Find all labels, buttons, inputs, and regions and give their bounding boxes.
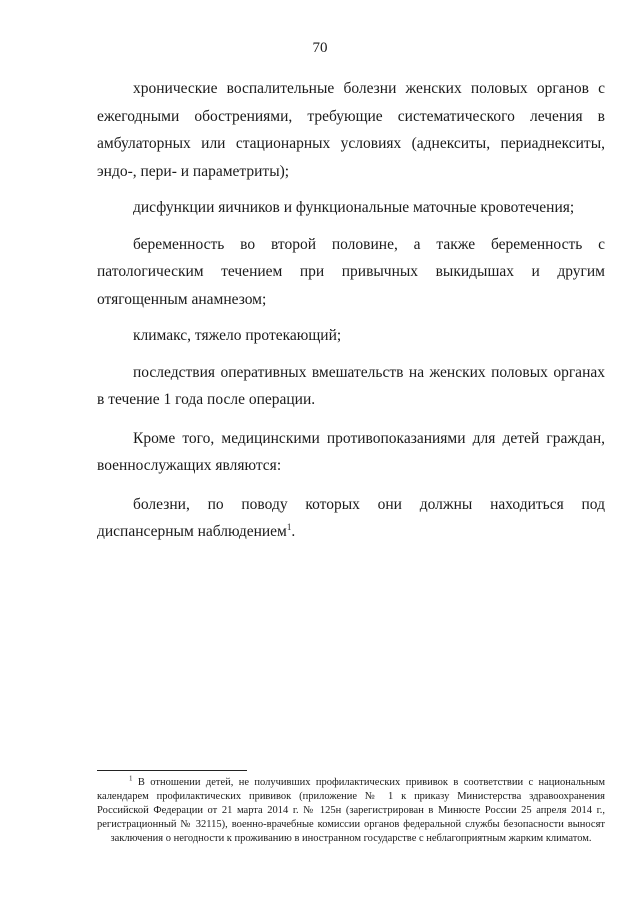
- paragraph-ovarian-dysfunction: дисфункции яичников и функциональные маточные кровотечения;: [133, 199, 575, 216]
- paragraph-end-punctuation: .: [291, 523, 296, 540]
- paragraph-dispensary-text: болезни, по поводу которых они должны находиться под диспансерным наблюдением: [97, 495, 605, 540]
- paragraph-surgery-consequences: последствия оперативных вмешательств на женских половых органах в течение 1 года после операции.: [97, 363, 605, 408]
- footnote-reference[interactable]: 1: [286, 521, 292, 532]
- paragraph-contraindications-children: Кроме того, медицинскими противопоказаниями для детей граждан, военнослужащих являются:: [97, 429, 605, 474]
- body-text: [97, 75, 605, 555]
- page-number: 70: [312, 40, 328, 56]
- paragraph-climax: климакс, тяжело протекающий;: [133, 327, 342, 344]
- footnote-text: В отношении детей, не получивших профилактических прививок в соответствии с национальным календарем профилактических прививок (приложение № 1 к приказу Министерства здравоохранения Российской Федерации от 21 марта 2014 г. № 125н (зарегистрирован в Минюсте России 25 апреля 2014 г., регистрационный № 32115), военно-врачебные комиссии органов федеральной службы безопасности выносят заключения о негодности к проживанию в иностранном государстве с неблагоприятным жарким климатом.: [97, 777, 606, 844]
- footnote: [97, 776, 605, 846]
- footnote-separator: [97, 770, 247, 771]
- paragraph-dispensary-observation: [97, 491, 605, 546]
- paragraph-gynecologic-diseases: хронические воспалительные болезни женских половых органов с ежегодными обострениями, требующие систематического лечения в амбулаторных или стационарных условиях (аднекситы, периаднекситы, эндо-, пери- и параметриты);: [97, 80, 605, 180]
- paragraph-pregnancy: беременность во второй половине, а также беременность с патологическим течением при привычных выкидышах и другим отягощенным анамнезом;: [97, 235, 605, 308]
- footnote-marker: 1: [129, 774, 133, 783]
